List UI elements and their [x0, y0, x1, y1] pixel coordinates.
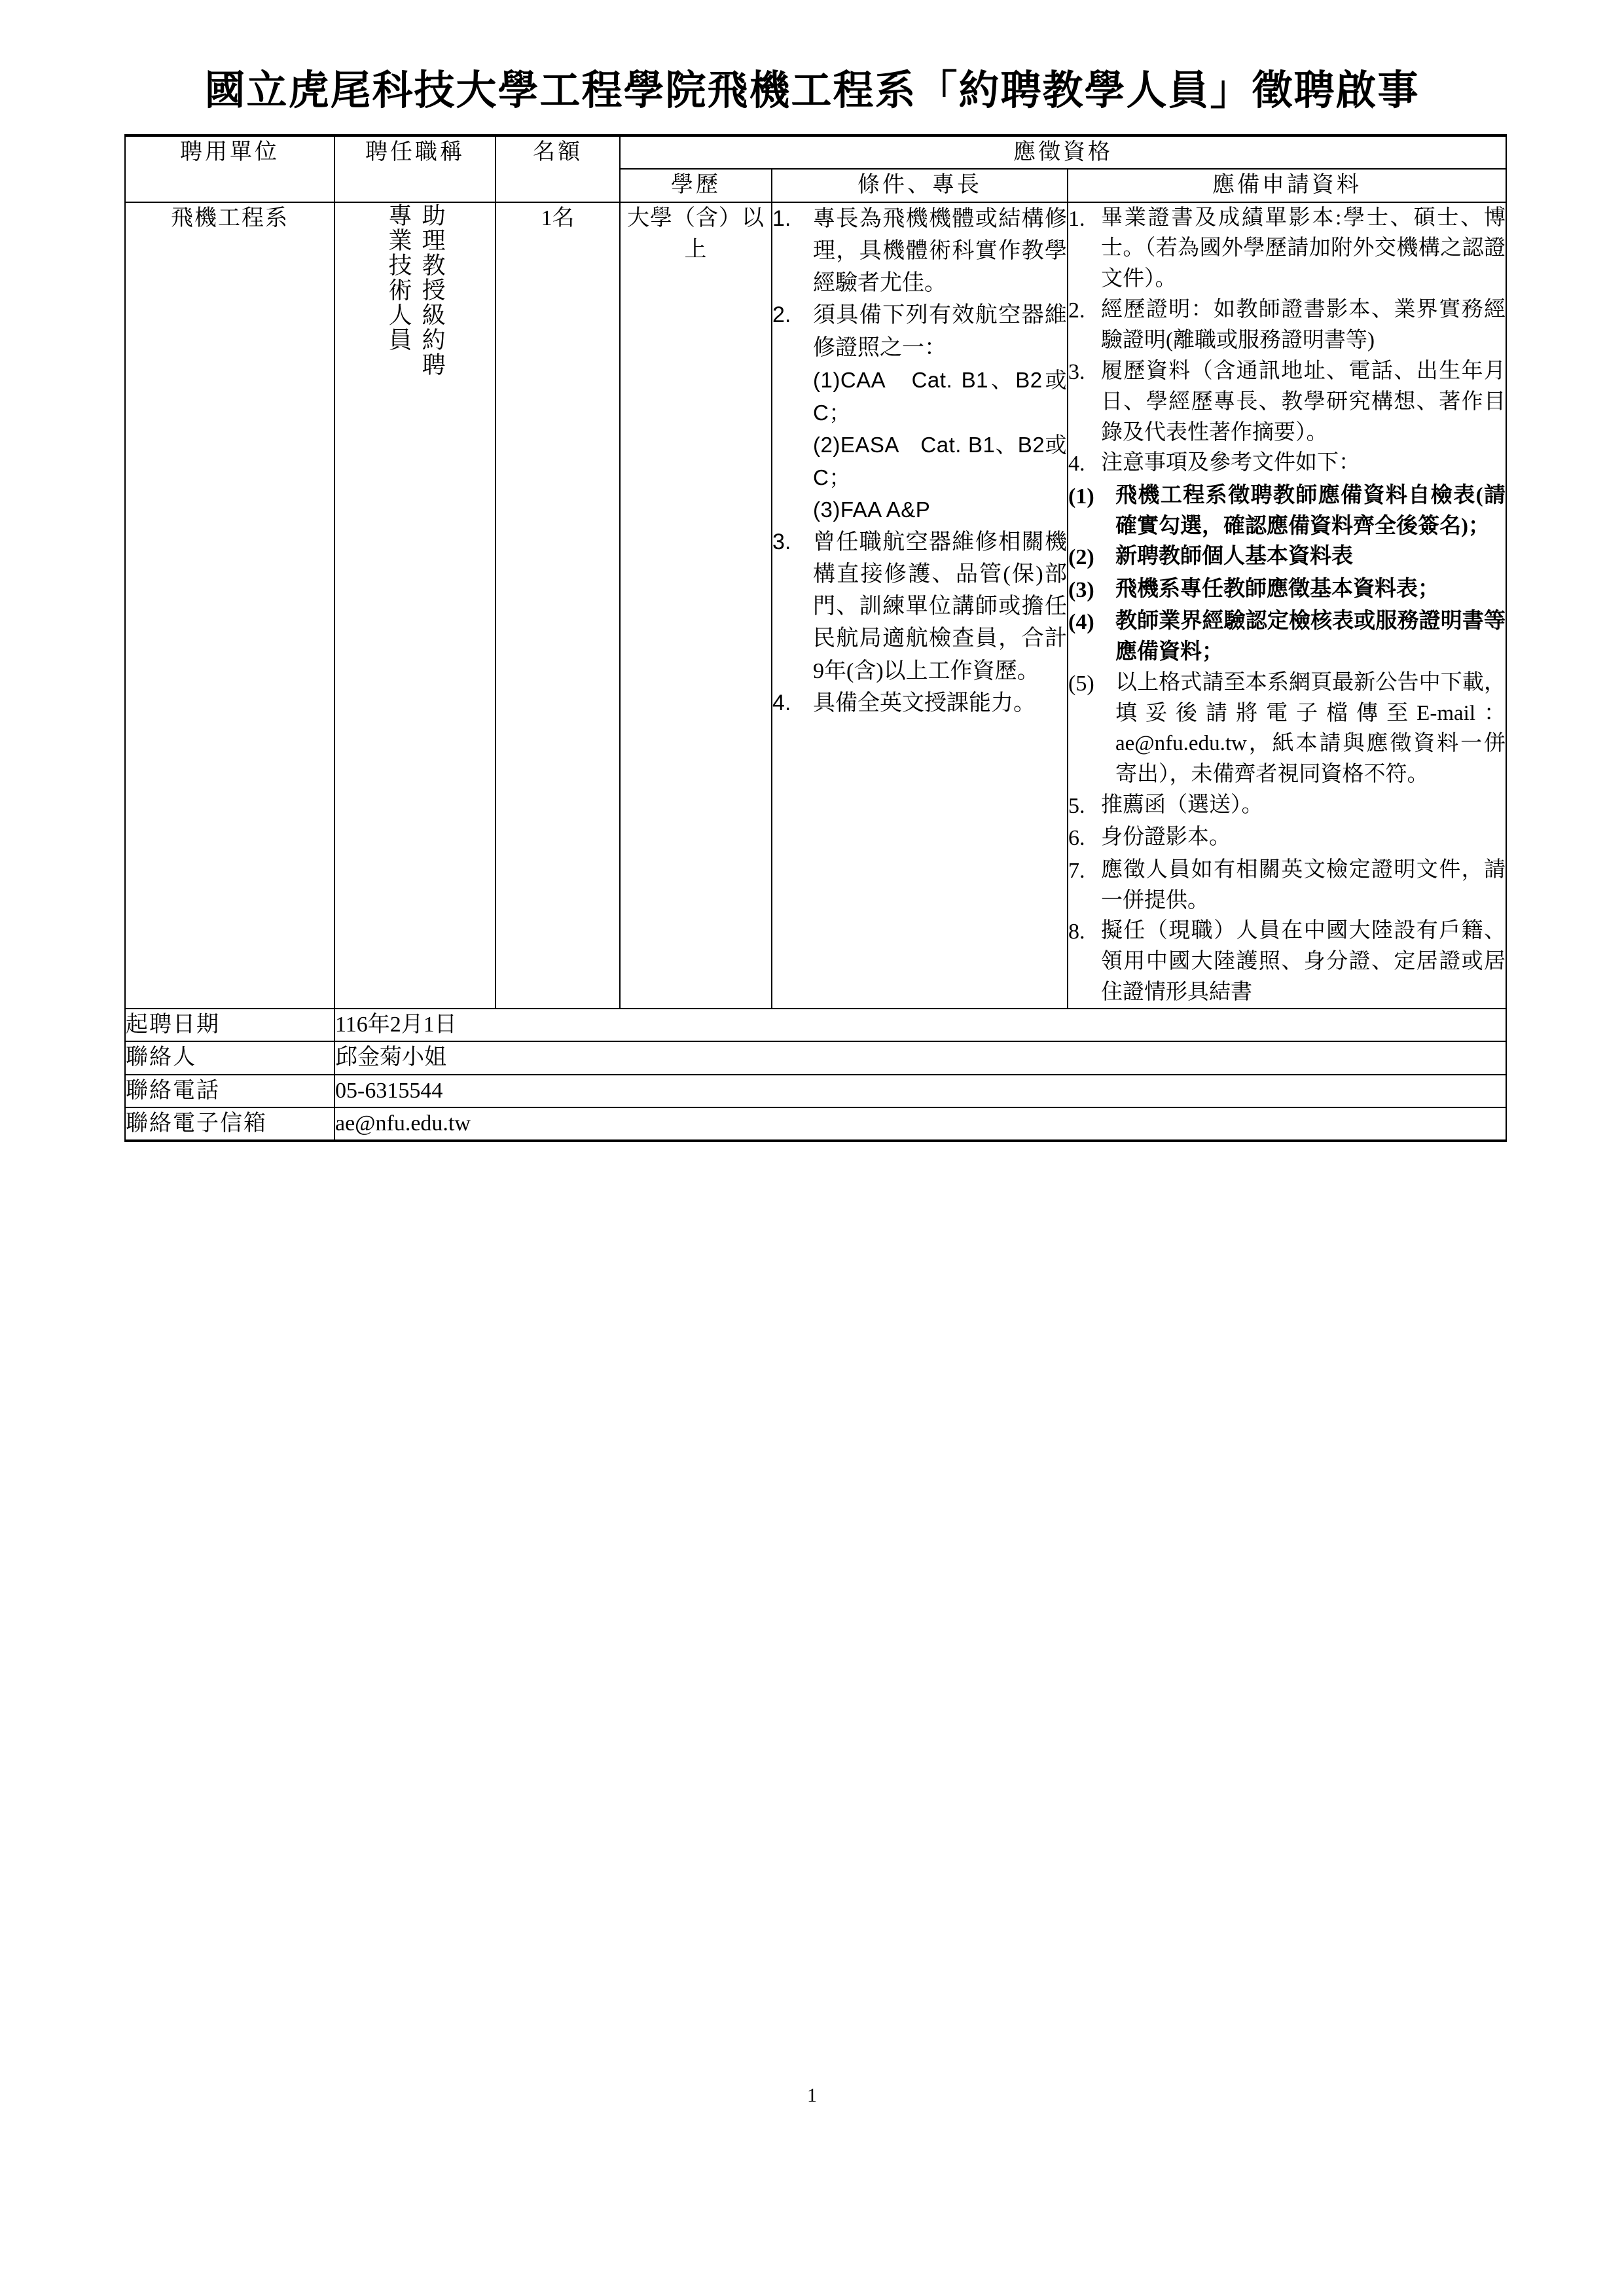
header-unit: 聘用單位: [125, 135, 334, 202]
header-education: 學歷: [620, 169, 772, 202]
value-contact-phone: 05-6315544: [334, 1075, 1506, 1107]
cell-unit: 飛機工程系: [125, 202, 334, 1009]
header-job-title: 聘任職稱: [334, 135, 496, 202]
sub-list-item-text: 飛機工程系徵聘教師應備資料自檢表(請確實勾選，確認應備資料齊全後簽名)；: [1115, 483, 1506, 538]
list-item-text: 專長為飛機機體或結構修理，具機體術科實作教學經驗者尤佳。: [813, 206, 1067, 296]
list-item: [772, 526, 1067, 687]
label-start-date: 起聘日期: [125, 1009, 334, 1041]
list-item: [772, 687, 1067, 719]
list-item: [1068, 822, 1506, 854]
list-item-text: 經歷證明：如教師證書影本、業界實務經驗證明(離職或服務證明書等): [1101, 298, 1506, 352]
list-item: [1068, 448, 1506, 480]
list-item-text: 擬任（現職）人員在中國大陸設有戶籍、領用中國大陸護照、身分證、定居證或居住證情形具結書: [1101, 919, 1506, 1005]
label-contact-person: 聯絡人: [125, 1041, 334, 1074]
list-item-number: 4.: [1068, 452, 1085, 476]
list-item-number: 2.: [1068, 298, 1085, 323]
table-row: [125, 202, 1506, 1009]
list-item: [1068, 356, 1506, 448]
list-item: [1068, 295, 1506, 356]
header-documents: 應備申請資料: [1068, 169, 1506, 202]
cell-conditions: [772, 202, 1068, 1009]
value-contact-email: ae@nfu.edu.tw: [334, 1107, 1506, 1141]
list-item: [1068, 541, 1506, 573]
cell-job-title: [334, 202, 496, 1009]
list-item-text: (1)CAA Cat. B1、B2或 C；: [813, 368, 1067, 425]
list-item: [1068, 203, 1506, 295]
sub-list-item-number: (1): [1068, 484, 1094, 509]
cell-education: 大學（含）以上: [620, 202, 772, 1009]
job-title-vertical-text: 助理教授級約聘專業技術人員: [386, 202, 446, 377]
cell-quota: 1名: [496, 202, 620, 1009]
sub-list-item-text: 飛機系專任教師應徵基本資料表；: [1115, 577, 1439, 601]
list-item: [1068, 480, 1506, 542]
list-item-number: 1.: [772, 206, 791, 231]
list-item-text: 曾任職航空器維修相關機構直接修護、品管(保)部門、訓練單位講師或擔任民航局適航檢查員，合計9年(含)以上工作資歷。: [813, 529, 1067, 683]
list-item-text: 推薦函（選送）。: [1101, 793, 1263, 817]
header-conditions: 條件、專長: [772, 169, 1068, 202]
page-number: 1: [807, 2085, 817, 2106]
list-item: [772, 364, 1067, 429]
info-row-contact-phone: [125, 1075, 1506, 1107]
cell-documents: [1068, 202, 1506, 1009]
list-item: [1068, 574, 1506, 606]
page-title: 國立虎尾科技大學工程學院飛機工程系「約聘教學人員」徵聘啟事: [204, 69, 1420, 113]
label-contact-email: 聯絡電子信箱: [125, 1107, 334, 1141]
list-item: [772, 203, 1067, 300]
info-row-contact-email: [125, 1107, 1506, 1141]
list-item-text: 應徵人員如有相關英文檢定證明文件，請一併提供。: [1101, 857, 1506, 912]
sub-list-item-text: 新聘教師個人基本資料表: [1115, 545, 1353, 569]
sub-list-item-number: (3): [1068, 577, 1094, 602]
job-title-vertical-wrap: [335, 203, 495, 393]
sub-list-item-text: 以上格式請至本系網頁最新公告中下載，填妥後請將電子檔傳至E-mail：ae@nfu.edu.tw，紙本請與應徵資料一併寄出），未備齊者視同資格不符。: [1115, 670, 1506, 787]
list-item-text: 注意事項及參考文件如下：: [1101, 451, 1360, 475]
sub-list-item-number: (2): [1068, 545, 1094, 570]
header-quota: 名額: [496, 135, 620, 202]
list-item-text: 具備全英文授課能力。: [813, 691, 1036, 715]
info-row-start-date: [125, 1009, 1506, 1041]
list-item: [1068, 668, 1506, 790]
list-item-text: (2)EASA Cat. B1、B2或 C；: [813, 433, 1067, 490]
list-item-number: 1.: [1068, 206, 1085, 231]
list-item: [772, 493, 1067, 526]
sub-list-item-text: 教師業界經驗認定檢核表或服務證明書等應備資料；: [1115, 609, 1506, 664]
label-contact-phone: 聯絡電話: [125, 1075, 334, 1107]
list-item: [772, 299, 1067, 364]
list-item-text: 履歷資料（含通訊地址、電話、出生年月日、學經歷專長、教學研究構想、著作目錄及代表性著作摘要）。: [1101, 359, 1506, 444]
list-item-text: 身份證影本。: [1101, 825, 1231, 850]
value-contact-person: 邱金菊小姐: [334, 1041, 1506, 1074]
list-item-text: (3)FAA A&P: [813, 497, 931, 522]
info-row-contact-person: [125, 1041, 1506, 1074]
list-item: [1068, 790, 1506, 822]
list-item: [1068, 916, 1506, 1008]
list-item-number: 5.: [1068, 794, 1085, 819]
list-item: [1068, 606, 1506, 668]
conditions-list: [772, 203, 1067, 720]
recruitment-table: [124, 134, 1507, 1142]
sub-list-item-number: (5): [1068, 671, 1094, 696]
list-item-number: 3.: [1068, 359, 1085, 384]
list-item: [772, 429, 1067, 493]
list-item-number: 4.: [772, 691, 791, 715]
sub-list-item-number: (4): [1068, 610, 1094, 635]
list-item-number: 7.: [1068, 858, 1085, 883]
list-item-number: 6.: [1068, 826, 1085, 851]
table-header-row-1: [125, 135, 1506, 169]
list-item-number: 2.: [772, 302, 791, 328]
value-start-date: 116年2月1日: [334, 1009, 1506, 1041]
list-item: [1068, 855, 1506, 916]
documents-list: [1068, 203, 1506, 1009]
list-item-text: 畢業證書及成績單影本:學士、碩士、博士。（若為國外學歷請加附外交機構之認證文件）。: [1101, 206, 1506, 291]
header-qualifications: 應徵資格: [620, 135, 1506, 169]
list-item-number: 3.: [772, 529, 791, 554]
list-item-text: 須具備下列有效航空器維修證照之一：: [813, 303, 1067, 360]
list-item-number: 8.: [1068, 920, 1085, 944]
